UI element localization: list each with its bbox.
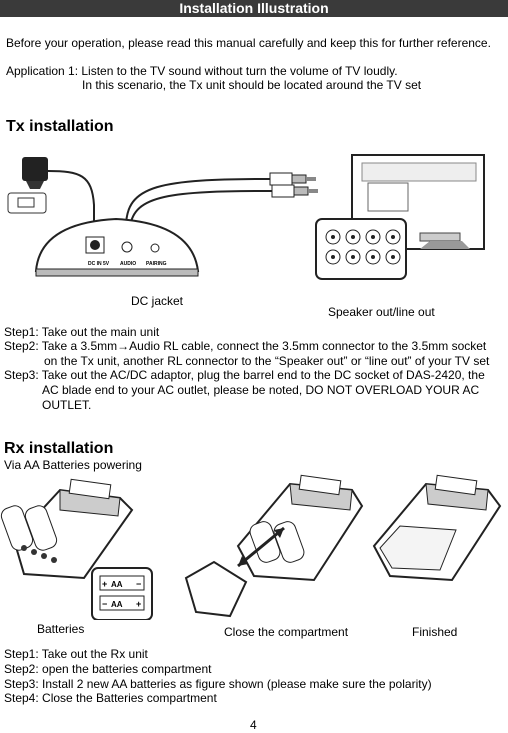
tx-step-3-cont-2: OUTLET. — [42, 398, 92, 412]
caption-batteries: Batteries — [37, 622, 85, 636]
tx-unit-icon — [36, 219, 198, 276]
port-label-audio: AUDIO — [120, 261, 137, 267]
intro-text: Before your operation, please read this manual carefully and keep this for further reference. — [6, 36, 491, 50]
svg-text:−: − — [102, 599, 108, 609]
caption-dc-jacket: DC jacket — [131, 294, 184, 308]
svg-text:+: + — [102, 579, 108, 589]
tx-step-3: Step3: Take out the AC/DC adaptor, plug the barrel end to the DC socket of DAS-2420, the — [4, 368, 485, 382]
application-line-2: In this scenario, the Tx unit should be located around the TV set — [82, 78, 422, 92]
tx-step-3-cont: AC blade end to your AC outlet, please be noted, DO NOT OVERLOAD YOUR AC — [42, 383, 480, 397]
page-number: 4 — [250, 718, 257, 732]
tx-heading: Tx installation — [6, 118, 114, 135]
rx-heading: Rx installation — [4, 440, 114, 457]
rca-plug-icon — [270, 173, 318, 197]
caption-finished: Finished — [412, 625, 458, 639]
tx-step-2: Step2: Take a 3.5mm→Audio RL cable, connect the 3.5mm connector to the 3.5mm socket — [4, 339, 487, 353]
rx-step-1: Step1: Take out the Rx unit — [4, 647, 148, 661]
svg-text:+: + — [136, 599, 142, 609]
battery-polarity-diagram — [92, 568, 152, 620]
tx-step-2-cont: on the Tx unit, another RL connector to the “Speaker out” or “line out” of your TV set — [44, 354, 490, 368]
battery-label-2: AA — [111, 600, 123, 609]
rx-step-2: Step2: open the batteries compartment — [4, 662, 212, 676]
port-label-dc: DC IN 5V — [88, 261, 110, 267]
rx-illustration — [0, 470, 508, 620]
rx-unit-open-icon — [0, 479, 132, 578]
rx-unit-closing-icon — [186, 475, 362, 616]
tx-step-1: Step1: Take out the main unit — [4, 325, 160, 339]
port-label-pairing: PAIRING — [146, 261, 167, 267]
speaker-out-panel-icon — [316, 219, 406, 279]
caption-speaker-out: Speaker out/line out — [328, 305, 435, 319]
tx-illustration — [0, 145, 508, 300]
rx-unit-closed-icon — [374, 475, 500, 580]
rx-step-4: Step4: Close the Batteries compartment — [4, 691, 217, 705]
rx-subheading: Via AA Batteries powering — [4, 458, 142, 472]
section-banner: Installation Illustration — [0, 0, 508, 17]
svg-text:−: − — [136, 579, 142, 589]
rx-step-3: Step3: Install 2 new AA batteries as figure shown (please make sure the polarity) — [4, 677, 432, 691]
application-line-1: Application 1: Listen to the TV sound without turn the volume of TV loudly. — [6, 64, 398, 78]
battery-label-1: AA — [111, 580, 123, 589]
caption-close-compartment: Close the compartment — [224, 625, 349, 639]
ac-adaptor-icon — [8, 157, 94, 227]
